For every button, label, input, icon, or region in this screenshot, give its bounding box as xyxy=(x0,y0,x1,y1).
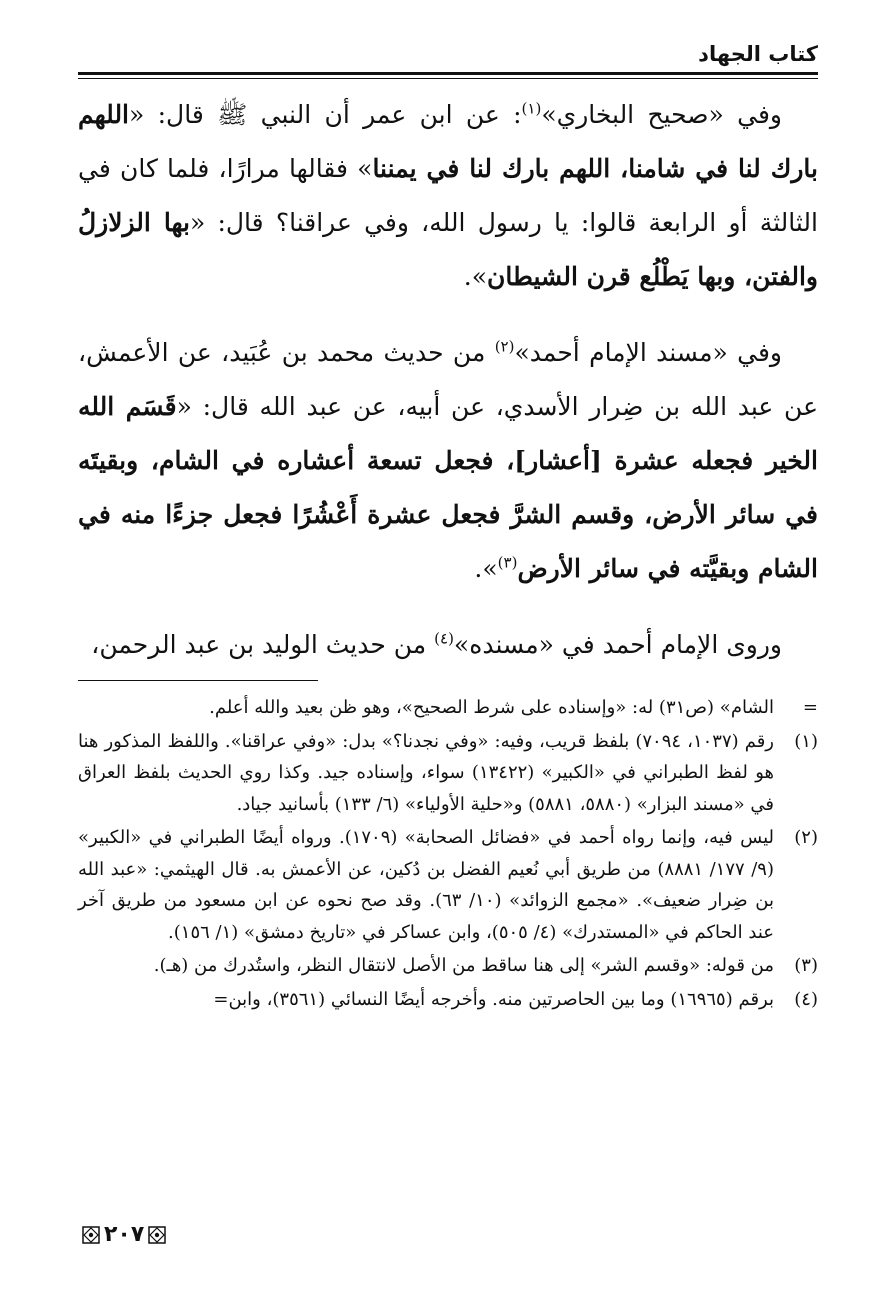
page-number: ٢٠٧ xyxy=(104,1222,145,1247)
footnote-text: برقم (١٦٩٦٥) وما بين الحاصرتين منه. وأخرجه أيضًا النسائي (٣٥٦١)، وابن= xyxy=(213,988,774,1010)
footnote-text: ليس فيه، وإنما رواه أحمد في «فضائل الصحابة» (١٧٠٩). ورواه أيضًا الطبراني في «الكبير» (٩/ ١٧٧/ ٨٨٨١) من طريق أبي نُعيم الفضل بن دُكين، عن الأعمش به. قال الهيثمي: «عبد الله بن ضِرار ضعيف». «مجمع الزوائد» (١٠/ ٦٣). وقد صح نحوه عن ابن مسعود من طريق آخر عند الحاكم في «المستدرك» (٤/ ٥٠٥)، وابن عساكر في «تاريخ دمشق» (١/ ١٥٦). xyxy=(78,827,774,943)
footnote-3 xyxy=(78,950,818,982)
paragraph-1-chain: : عن ابن عمر أن النبي ﷺ قال: « xyxy=(129,100,522,129)
footnote-ref-4: (٤) xyxy=(434,629,454,648)
page-number-block xyxy=(82,1222,166,1247)
paragraph-1-end: ». xyxy=(463,262,488,291)
footnote-mark: = xyxy=(802,697,818,718)
footnote-text: الشام» (ص٣١) له: «وإسناده على شرط الصحيح»، وهو ظن بعيد والله أعلم. xyxy=(209,697,774,718)
paragraph-1-intro: وفي «صحيح البخاري» xyxy=(541,100,782,129)
paragraph-3 xyxy=(78,618,818,672)
footnote-continuation xyxy=(78,692,818,724)
footnote-mark: (١) xyxy=(794,730,818,752)
footnotes xyxy=(78,692,818,1017)
ornament-icon xyxy=(82,1226,100,1244)
footnote-mark: (٤) xyxy=(794,988,818,1010)
paragraph-2-chain: من حديث محمد بن عُبَيد، عن الأعمش، عن عبد الله بن ضِرار الأسدي، عن أبيه، عن عبد الله قال: « xyxy=(78,338,818,421)
footnote-text: من قوله: «وقسم الشر» إلى هنا ساقط من الأصل لانتقال النظر، واستُدرك من (هـ). xyxy=(153,955,774,976)
footnote-mark: (٢) xyxy=(794,827,818,848)
main-text xyxy=(78,88,818,694)
running-header xyxy=(78,38,818,72)
footnote-separator xyxy=(78,680,318,681)
hadith-text-1b: بها الزلازلُ والفتن، وبها يَطْلُع قرن الشيطان xyxy=(78,208,818,291)
book-page xyxy=(78,0,818,1290)
chapter-title: كتاب الجهاد xyxy=(698,42,818,66)
hadith-text-1a: اللهم بارك لنا في شامنا، اللهم بارك لنا في يمننا xyxy=(78,100,818,183)
paragraph-3-intro: وروى الإمام أحمد في «مسنده» xyxy=(453,630,782,659)
footnote-4 xyxy=(78,984,818,1016)
paragraph-1 xyxy=(78,88,818,304)
paragraph-2-intro: وفي «مسند الإمام أحمد» xyxy=(514,338,782,367)
footnote-ref-1: (١) xyxy=(521,99,542,118)
footnote-2 xyxy=(78,822,818,948)
paragraph-3-text: من حديث الوليد بن عبد الرحمن، xyxy=(91,630,435,659)
paragraph-2-end: ». xyxy=(474,554,498,583)
footnote-mark: (٣) xyxy=(794,955,818,976)
paragraph-1-middle: » فقالها مرارًا، فلما كان في الثالثة أو الرابعة قالوا: يا رسول الله، وفي عراقنا؟ قال: « xyxy=(78,154,818,237)
header-rule-thin xyxy=(78,78,818,79)
header-rule-thick xyxy=(78,72,818,75)
footnote-text: رقم (١٠٣٧، ٧٠٩٤) بلفظ قريب، وفيه: «وفي نجدنا؟» بدل: «وفي عراقنا». واللفظ المذكور هنا هو لفظ الطبراني في «الكبير» (١٣٤٢٢) سواء، وإسناده جيد. وكذا روي الحديث بلفظ العراق في «مسند البزار» (٥٨٨٠، ٥٨٨١) و«حلية الأولياء» (٦/ ١٣٣) بأسانيد جياد. xyxy=(78,730,774,815)
ornament-icon xyxy=(148,1226,166,1244)
paragraph-2 xyxy=(78,326,818,596)
footnote-1 xyxy=(78,726,818,821)
footnote-ref-3: (٣) xyxy=(497,553,518,572)
footnote-ref-2: (٢) xyxy=(494,337,515,356)
hadith-text-2: قَسَم الله الخير فجعله عشرة [أعشار]، فجعل تسعة أعشاره في الشام، وبقيتَه في سائر الأرض، وقسم الشرَّ فجعل عشرة أَعْشُرًا فجعل جزءًا منه في الشام وبقيَّته في سائر الأرض xyxy=(78,392,818,583)
